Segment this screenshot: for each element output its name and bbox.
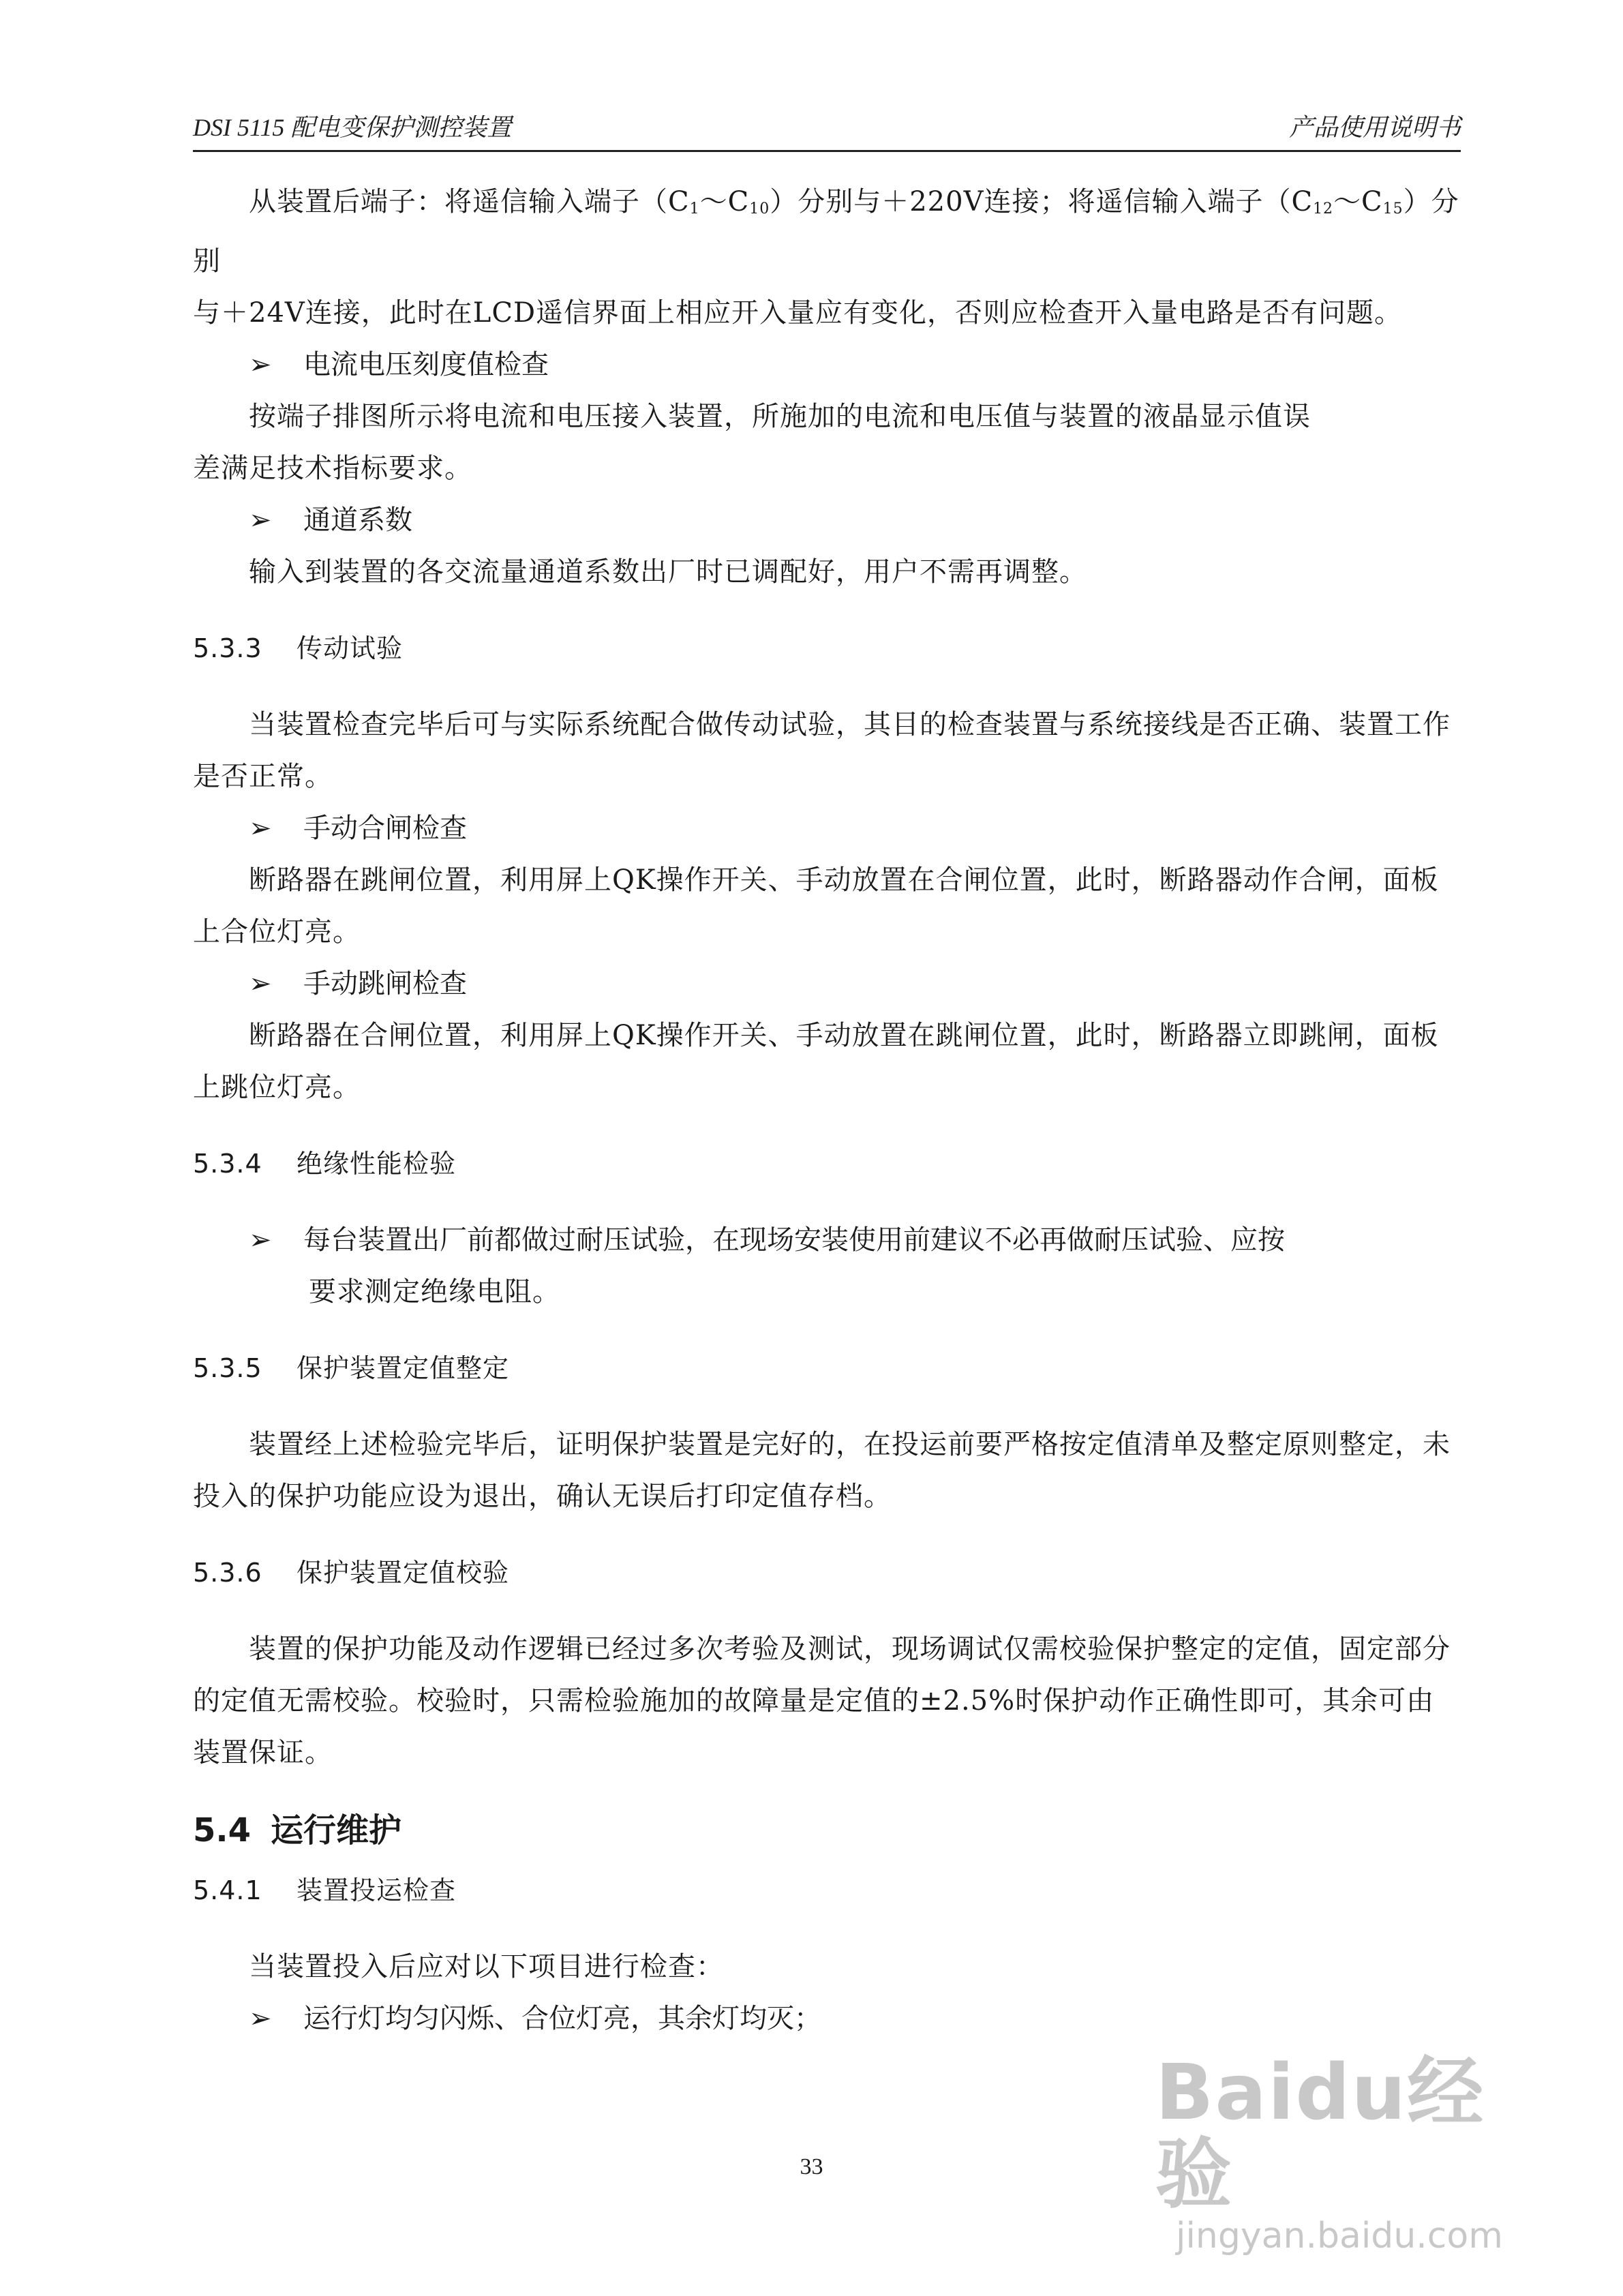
paragraph-text: 输入到装置的各交流量通道系数出厂时已调配好，用户不需再调整。 (249, 556, 1087, 588)
paragraph-text: 当装置投入后应对以下项目进行检查： (249, 1951, 724, 1982)
paragraph-text: 断路器在跳闸位置，利用屏上QK操作开关、手动放置在合闸位置，此时，断路器动作合闸，面板上合位灯亮。 (193, 864, 1439, 948)
intro-paragraph-line2: 与＋24V连接，此时在LCD遥信界面上相应开入量应有变化，否则应检查开入量电路是否有问题。 (193, 297, 1403, 329)
bullet-item: ➢ 每台装置出厂前都做过耐压试验，在现场安装使用前建议不必再做耐压试验、应按 (193, 1214, 1461, 1266)
arrow-bullet-icon: ➢ (249, 349, 272, 380)
paragraph-text: 按端子排图所示将电流和电压接入装置，所施加的电流和电压值与装置的液晶显示值误 (249, 401, 1311, 432)
arrow-bullet-icon: ➢ (249, 813, 272, 844)
section-heading-5-3-6: 5.3.6 保护装置定值校验 (193, 1558, 510, 1588)
section-heading-5-3-5: 5.3.5 保护装置定值整定 (193, 1353, 510, 1383)
bullet-item: ➢ 运行灯均匀闪烁、合位灯亮，其余灯均灭； (193, 1993, 1461, 2044)
watermark-url: jingyan.baidu.com (1176, 2216, 1503, 2256)
bullet-item: ➢ 手动跳闸检查 (193, 958, 1461, 1010)
section-heading-5-4: 5.4 运行维护 (193, 1811, 402, 1849)
bullet-continuation: 要求测定绝缘电阻。 (309, 1276, 560, 1308)
paragraph-text: 当装置检查完毕后可与实际系统配合做传动试验，其目的检查装置与系统接线是否正确、装置工作是否正常。 (193, 709, 1451, 792)
arrow-bullet-icon: ➢ (249, 1224, 272, 1256)
intro-paragraph-line1: 从装置后端子：将遥信输入端子$(C_1\sim C_{10})$分别与＋220V连接；将遥信输入端子$(C_{12}\sim C_{15})$分别 (193, 186, 1459, 277)
arrow-bullet-icon: ➢ (249, 2003, 272, 2034)
header-doc-type: 产品使用说明书 (1288, 114, 1461, 141)
page-header (193, 110, 1461, 152)
header-title: DSI 5115 配电变保护测控装置 (193, 114, 512, 141)
section-heading-5-3-3: 5.3.3 传动试验 (193, 633, 404, 663)
paragraph-text: 断路器在合闸位置，利用屏上QK操作开关、手动放置在跳闸位置，此时，断路器立即跳闸，面板上跳位灯亮。 (193, 1020, 1439, 1103)
arrow-bullet-icon: ➢ (249, 968, 272, 999)
paragraph-text: 装置经上述检验完毕后，证明保护装置是完好的，在投运前要严格按定值清单及整定原则整定，未投入的保护功能应设为退出，确认无误后打印定值存档。 (193, 1429, 1451, 1512)
bullet-item: ➢ 手动合闸检查 (193, 802, 1461, 854)
section-heading-5-4-1: 5.4.1 装置投运检查 (193, 1875, 457, 1905)
page-content (193, 176, 1461, 2044)
paragraph-text: 装置的保护功能及动作逻辑已经过多次考验及测试，现场调试仅需校验保护整定的定值，固定部分的定值无需校验。校验时，只需检验施加的故障量是定值的±2.5%时保护动作正确性即可，其余可由装置保证。 (193, 1633, 1451, 1768)
bullet-item: ➢ 电流电压刻度值检查 (193, 339, 1461, 391)
page-number: 33 (800, 2154, 823, 2179)
watermark-logo: Baidu经验 (1155, 2049, 1485, 2219)
section-heading-5-3-4: 5.3.4 绝缘性能检验 (193, 1149, 457, 1179)
arrow-bullet-icon: ➢ (249, 504, 272, 536)
paragraph-text: 差满足技术指标要求。 (193, 453, 472, 484)
bullet-item: ➢ 通道系数 (193, 494, 1461, 546)
